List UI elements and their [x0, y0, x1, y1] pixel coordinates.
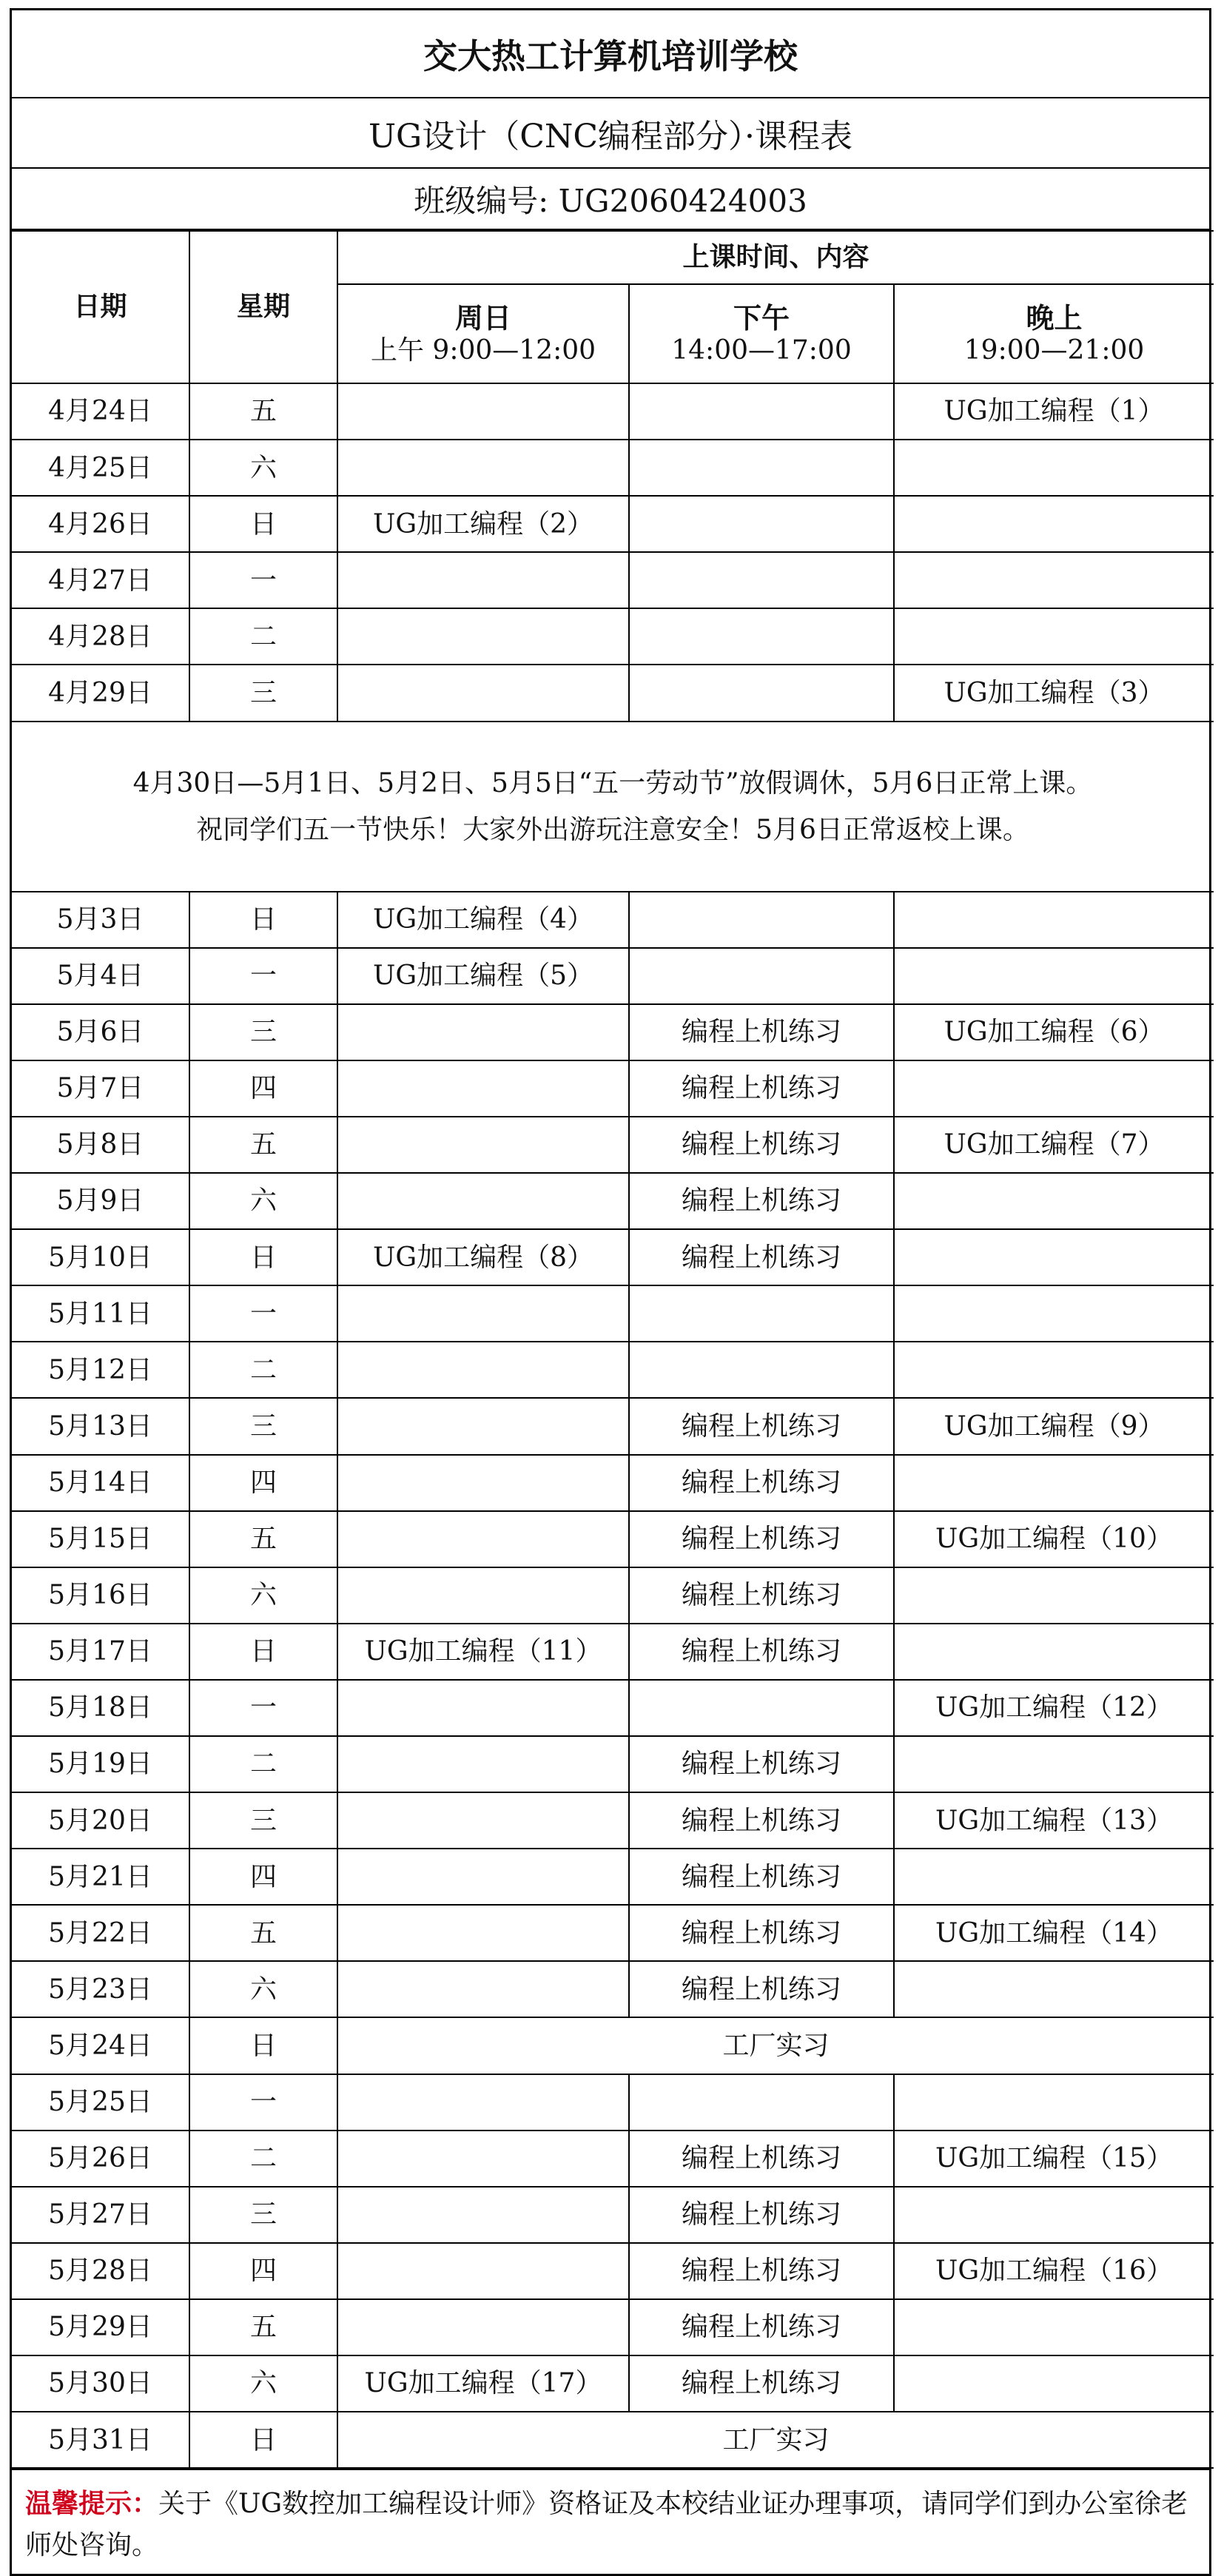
morning-cell: UG加工编程（17）: [337, 2355, 629, 2412]
reminder-note: [12, 2469, 1209, 2574]
date-cell: 5月30日: [12, 2355, 189, 2412]
weekday-cell: 二: [189, 1342, 337, 1398]
evening-cell: [894, 608, 1214, 665]
morning-cell: [337, 1736, 629, 1792]
weekday-cell: 日: [189, 2017, 337, 2074]
date-cell: 5月26日: [12, 2131, 189, 2187]
morning-cell: [337, 1567, 629, 1624]
weekday-cell: 日: [189, 1624, 337, 1680]
morning-cell: [337, 2187, 629, 2243]
morning-cell: [337, 1849, 629, 1905]
header-morning-name: 周日: [454, 300, 511, 334]
evening-cell: [894, 1455, 1214, 1511]
header-morning: [337, 284, 629, 383]
table-row: [12, 2017, 1214, 2074]
table-row: [12, 1455, 1214, 1511]
table-row: [12, 496, 1214, 552]
weekday-cell: 六: [189, 2355, 337, 2412]
afternoon-cell: 编程上机练习: [629, 2355, 894, 2412]
schedule-sheet: [10, 8, 1211, 2576]
morning-cell: [337, 1285, 629, 1342]
morning-cell: [337, 552, 629, 608]
date-cell: 5月17日: [12, 1624, 189, 1680]
weekday-cell: 四: [189, 1455, 337, 1511]
morning-cell: [337, 1004, 629, 1060]
evening-cell: [894, 1173, 1214, 1229]
reminder-label: 温馨提示：: [25, 2488, 159, 2520]
evening-cell: [894, 1849, 1214, 1905]
date-cell: 5月10日: [12, 1229, 189, 1285]
header-afternoon-name: 下午: [733, 300, 790, 334]
afternoon-cell: 编程上机练习: [629, 1398, 894, 1454]
table-row: [12, 892, 1214, 948]
date-cell: 5月24日: [12, 2017, 189, 2074]
date-cell: 5月13日: [12, 1398, 189, 1454]
morning-cell: [337, 1173, 629, 1229]
weekday-cell: 六: [189, 440, 337, 496]
afternoon-cell: 编程上机练习: [629, 1455, 894, 1511]
table-row: [12, 1060, 1214, 1117]
weekday-cell: 一: [189, 2074, 337, 2131]
merged-activity-cell: 工厂实习: [337, 2412, 1214, 2468]
header-time-group: 上课时间、内容: [337, 231, 1214, 284]
table-row: [12, 1285, 1214, 1342]
afternoon-cell: 编程上机练习: [629, 1624, 894, 1680]
morning-cell: [337, 1455, 629, 1511]
header-evening-name: 晚上: [1026, 300, 1083, 334]
afternoon-cell: 编程上机练习: [629, 1792, 894, 1849]
table-row: [12, 1004, 1214, 1060]
evening-cell: [894, 1060, 1214, 1117]
holiday-notice-cell: [12, 722, 1214, 892]
date-cell: 5月18日: [12, 1680, 189, 1736]
table-row: [12, 2299, 1214, 2355]
header-afternoon-time: 14:00—17:00: [671, 335, 852, 366]
weekday-cell: 一: [189, 1285, 337, 1342]
weekday-cell: 四: [189, 1849, 337, 1905]
table-row: [12, 608, 1214, 665]
afternoon-cell: 编程上机练习: [629, 2299, 894, 2355]
evening-cell: UG加工编程（15）: [894, 2131, 1214, 2187]
weekday-cell: 一: [189, 948, 337, 1004]
table-row: [12, 1117, 1214, 1173]
schedule-rows-april: [12, 383, 1214, 722]
table-row: [12, 2355, 1214, 2412]
table-row: [12, 1173, 1214, 1229]
morning-cell: [337, 440, 629, 496]
header-morning-time: 上午 9:00—12:00: [370, 335, 596, 366]
date-cell: 5月27日: [12, 2187, 189, 2243]
evening-cell: UG加工编程（1）: [894, 383, 1214, 440]
weekday-cell: 一: [189, 552, 337, 608]
date-cell: 5月14日: [12, 1455, 189, 1511]
afternoon-cell: 编程上机练习: [629, 1961, 894, 2017]
afternoon-cell: 编程上机练习: [629, 1736, 894, 1792]
afternoon-cell: [629, 552, 894, 608]
table-row: [12, 440, 1214, 496]
afternoon-cell: 编程上机练习: [629, 2131, 894, 2187]
merged-activity-cell: 工厂实习: [337, 2017, 1214, 2074]
morning-cell: [337, 383, 629, 440]
date-cell: 5月31日: [12, 2412, 189, 2468]
date-cell: 5月20日: [12, 1792, 189, 1849]
weekday-cell: 五: [189, 1117, 337, 1173]
evening-cell: [894, 2299, 1214, 2355]
weekday-cell: 五: [189, 1905, 337, 1961]
header-evening: [894, 284, 1214, 383]
afternoon-cell: [629, 665, 894, 721]
evening-cell: [894, 552, 1214, 608]
evening-cell: [894, 1961, 1214, 2017]
morning-cell: [337, 1680, 629, 1736]
table-row: [12, 1792, 1214, 1849]
evening-cell: [894, 2187, 1214, 2243]
table-row: [12, 1229, 1214, 1285]
afternoon-cell: 编程上机练习: [629, 1511, 894, 1567]
afternoon-cell: 编程上机练习: [629, 2243, 894, 2299]
table-row: [12, 665, 1214, 721]
date-cell: 5月15日: [12, 1511, 189, 1567]
weekday-cell: 六: [189, 1961, 337, 2017]
weekday-cell: 一: [189, 1680, 337, 1736]
date-cell: 5月21日: [12, 1849, 189, 1905]
evening-cell: UG加工编程（6）: [894, 1004, 1214, 1060]
schedule-table: [12, 230, 1214, 2469]
evening-cell: UG加工编程（9）: [894, 1398, 1214, 1454]
afternoon-cell: [629, 892, 894, 948]
school-title: 交大热工计算机培训学校: [12, 10, 1209, 98]
morning-cell: UG加工编程（5）: [337, 948, 629, 1004]
evening-cell: [894, 2355, 1214, 2412]
morning-cell: [337, 1342, 629, 1398]
afternoon-cell: 编程上机练习: [629, 1117, 894, 1173]
table-row: [12, 552, 1214, 608]
evening-cell: UG加工编程（3）: [894, 665, 1214, 721]
date-cell: 4月29日: [12, 665, 189, 721]
weekday-cell: 日: [189, 496, 337, 552]
afternoon-cell: 编程上机练习: [629, 1849, 894, 1905]
evening-cell: [894, 1624, 1214, 1680]
date-cell: 5月16日: [12, 1567, 189, 1624]
table-row: [12, 1342, 1214, 1398]
table-row: [12, 2074, 1214, 2131]
weekday-cell: 五: [189, 2299, 337, 2355]
evening-cell: UG加工编程（12）: [894, 1680, 1214, 1736]
afternoon-cell: [629, 496, 894, 552]
date-cell: 5月22日: [12, 1905, 189, 1961]
header-afternoon: [629, 284, 894, 383]
evening-cell: UG加工编程（10）: [894, 1511, 1214, 1567]
morning-cell: [337, 1117, 629, 1173]
evening-cell: [894, 1736, 1214, 1792]
afternoon-cell: [629, 1342, 894, 1398]
evening-cell: [894, 1342, 1214, 1398]
table-row: [12, 1511, 1214, 1567]
holiday-notice-line2: 祝同学们五一节快乐！大家外出游玩注意安全！5月6日正常返校上课。: [196, 814, 1029, 845]
course-subtitle: UG设计（CNC编程部分）·课程表: [12, 98, 1209, 169]
afternoon-cell: 编程上机练习: [629, 1173, 894, 1229]
morning-cell: [337, 2131, 629, 2187]
afternoon-cell: 编程上机练习: [629, 1905, 894, 1961]
morning-cell: [337, 1060, 629, 1117]
morning-cell: UG加工编程（2）: [337, 496, 629, 552]
morning-cell: UG加工编程（4）: [337, 892, 629, 948]
afternoon-cell: [629, 1285, 894, 1342]
morning-cell: UG加工编程（11）: [337, 1624, 629, 1680]
weekday-cell: 四: [189, 2243, 337, 2299]
weekday-cell: 日: [189, 892, 337, 948]
morning-cell: [337, 2074, 629, 2131]
weekday-cell: 五: [189, 1511, 337, 1567]
date-cell: 5月29日: [12, 2299, 189, 2355]
weekday-cell: 四: [189, 1060, 337, 1117]
header-evening-time: 19:00—21:00: [963, 335, 1145, 366]
table-row: [12, 1849, 1214, 1905]
date-cell: 4月27日: [12, 552, 189, 608]
evening-cell: [894, 2074, 1214, 2131]
weekday-cell: 六: [189, 1173, 337, 1229]
date-cell: 4月26日: [12, 496, 189, 552]
schedule-rows-may: [12, 892, 1214, 2469]
weekday-cell: 二: [189, 608, 337, 665]
date-cell: 4月24日: [12, 383, 189, 440]
afternoon-cell: 编程上机练习: [629, 1060, 894, 1117]
evening-cell: UG加工编程（14）: [894, 1905, 1214, 1961]
weekday-cell: 三: [189, 1792, 337, 1849]
evening-cell: [894, 1285, 1214, 1342]
date-cell: 5月3日: [12, 892, 189, 948]
evening-cell: [894, 1229, 1214, 1285]
afternoon-cell: [629, 608, 894, 665]
morning-cell: [337, 1511, 629, 1567]
reminder-text: 关于《UG数控加工编程设计师》资格证及本校结业证办理事项，请同学们到办公室徐老师处咨询。: [25, 2489, 1188, 2560]
weekday-cell: 三: [189, 1004, 337, 1060]
weekday-cell: 三: [189, 665, 337, 721]
date-cell: 5月28日: [12, 2243, 189, 2299]
weekday-cell: 三: [189, 1398, 337, 1454]
weekday-cell: 二: [189, 1736, 337, 1792]
afternoon-cell: [629, 948, 894, 1004]
weekday-cell: 三: [189, 2187, 337, 2243]
date-cell: 5月11日: [12, 1285, 189, 1342]
holiday-notice-line1: 4月30日—5月1日、5月2日、5月5日“五一劳动节”放假调休，5月6日正常上课。: [132, 767, 1093, 798]
evening-cell: [894, 1567, 1214, 1624]
table-row: [12, 1961, 1214, 2017]
afternoon-cell: [629, 440, 894, 496]
evening-cell: UG加工编程（13）: [894, 1792, 1214, 1849]
evening-cell: UG加工编程（16）: [894, 2243, 1214, 2299]
afternoon-cell: 编程上机练习: [629, 1567, 894, 1624]
morning-cell: [337, 2299, 629, 2355]
holiday-notice: [12, 722, 1214, 892]
table-row: [12, 2243, 1214, 2299]
table-row: [12, 1736, 1214, 1792]
afternoon-cell: [629, 2074, 894, 2131]
weekday-cell: 日: [189, 1229, 337, 1285]
morning-cell: [337, 1905, 629, 1961]
weekday-cell: 六: [189, 1567, 337, 1624]
morning-cell: [337, 608, 629, 665]
table-row: [12, 948, 1214, 1004]
date-cell: 4月28日: [12, 608, 189, 665]
date-cell: 4月25日: [12, 440, 189, 496]
date-cell: 5月7日: [12, 1060, 189, 1117]
morning-cell: [337, 1398, 629, 1454]
table-row: [12, 1624, 1214, 1680]
evening-cell: [894, 440, 1214, 496]
date-cell: 5月23日: [12, 1961, 189, 2017]
afternoon-cell: [629, 383, 894, 440]
afternoon-cell: 编程上机练习: [629, 2187, 894, 2243]
morning-cell: UG加工编程（8）: [337, 1229, 629, 1285]
weekday-cell: 五: [189, 383, 337, 440]
table-row: [12, 2187, 1214, 2243]
date-cell: 5月25日: [12, 2074, 189, 2131]
header-weekday: 星期: [189, 231, 337, 383]
date-cell: 5月4日: [12, 948, 189, 1004]
afternoon-cell: 编程上机练习: [629, 1004, 894, 1060]
evening-cell: [894, 948, 1214, 1004]
evening-cell: UG加工编程（7）: [894, 1117, 1214, 1173]
evening-cell: [894, 892, 1214, 948]
morning-cell: [337, 2243, 629, 2299]
weekday-cell: 日: [189, 2412, 337, 2468]
table-row: [12, 2412, 1214, 2468]
date-cell: 5月9日: [12, 1173, 189, 1229]
table-row: [12, 2131, 1214, 2187]
class-number: 班级编号: UG2060424003: [12, 169, 1209, 230]
morning-cell: [337, 1792, 629, 1849]
weekday-cell: 二: [189, 2131, 337, 2187]
table-row: [12, 1398, 1214, 1454]
morning-cell: [337, 665, 629, 721]
table-row: [12, 1905, 1214, 1961]
afternoon-cell: 编程上机练习: [629, 1229, 894, 1285]
morning-cell: [337, 1961, 629, 2017]
table-row: [12, 1567, 1214, 1624]
table-row: [12, 1680, 1214, 1736]
date-cell: 5月19日: [12, 1736, 189, 1792]
afternoon-cell: [629, 1680, 894, 1736]
date-cell: 5月12日: [12, 1342, 189, 1398]
header-date: 日期: [12, 231, 189, 383]
date-cell: 5月6日: [12, 1004, 189, 1060]
date-cell: 5月8日: [12, 1117, 189, 1173]
table-row: [12, 383, 1214, 440]
evening-cell: [894, 496, 1214, 552]
